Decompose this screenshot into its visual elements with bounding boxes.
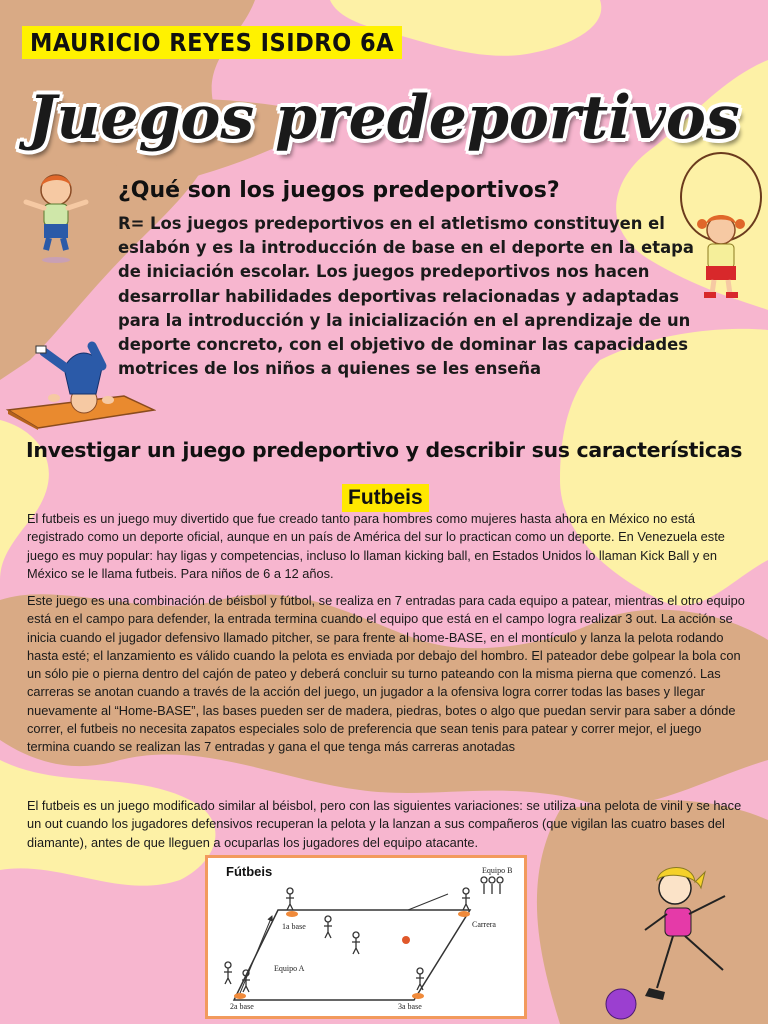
jumping-kid-illustration [18,168,94,264]
label-team-b: Equipo B [482,866,513,875]
game-subtitle: Futbeis [342,484,429,512]
paragraph-rules: Este juego es una combinación de béisbol y fútbol, se realiza en 7 entradas para cada equipo a patear, mientras el otro equipo está en el campo para defender, la entrada termina cuando el equipo que está en el campo logra realizar 3 out. La acción se inicia cuando el jugador defensivo llamado pitcher, se para frente al home-BASE, en el montículo y lanza la pelota rodando hasta esté; el lanzamiento es válido cuando la pelota es enviada por debajo del hombro. El pateador debe golpear la bola con un sólo pie o pierna dentro del cajón de pateo y deberá concluir su turno pateando con la misma pierna que comenzó. Las carreras se anotan cuando a través de la acción del juego, un jugador a la ofensiva logra correr todas las bases y llegar nuevamente al “Home-BASE”, las bases pueden ser de madera, piedras, botes o algo que puedan servir para saber a dónde correr, el futbeis no necesita zapatos especiales solo de preferencia que sean tenis para patear y correr mejor, el juego termina cuando se realizan las 7 entradas y gana el que tenga más carreras anotadas [27,593,745,755]
paragraph-variations: El futbeis es un juego modificado similar al béisbol, pero con las siguientes variaciones: se utiliza una pelota de vinil y se hace un out cuando los jugadores defensivos recuperan la pelota y la lanzan a sus compañeros (que vigilan las cuatro bases del diamante), antes de que lleguen a ocuparlas los jugadores del equipo atacante. [27,798,742,850]
label-third-base: 3a base [398,1002,422,1011]
label-first-base: 1a base [282,922,306,931]
task-heading: Investigar un juego predeportivo y describir sus características [26,438,743,462]
diagram-title: Fútbeis [226,864,273,879]
question-heading: ¿Qué son los juegos predeportivos? [118,178,560,203]
label-second-base: 2a base [230,1002,254,1011]
paragraph-intro: El futbeis es un juego muy divertido que fue creado tanto para hombres como mujeres hasta ahora en México no está registrado como un deporte oficial, aunque en un país de América del sur lo practican como un deporte. En Venezuela este juego es muy popular: hay ligas y competencias, incluso lo llaman kicking ball, en Estados Unidos lo llaman Kick Ball y en México se le llama futbeis. Para niños de 6 a 12 años. [27,511,725,581]
answer-text: R= Los juegos predeportivos en el atletismo constituyen el eslabón y es la introducción de base en el deporte en la etapa de iniciación escolar. Los juegos predeportivos nos hacen desarrollar habilidades deportivas relacionadas y adaptadas para la introducción y la inicialización en el aprendizaje de un deporte concreto, con el objetivo de dominar las capacidades motrices de los niños a quienes se les enseña [118,214,694,379]
girl-kicking-ball-illustration [605,860,755,1020]
label-carrera: Carrera [472,920,496,929]
futbeis-field-diagram [205,855,527,1019]
field-drawing [208,858,524,1016]
label-team-a: Equipo A [274,964,305,973]
author-name: MAURICIO REYES ISIDRO 6A [22,26,402,59]
page-title: Juegos predeportivos [28,83,740,153]
